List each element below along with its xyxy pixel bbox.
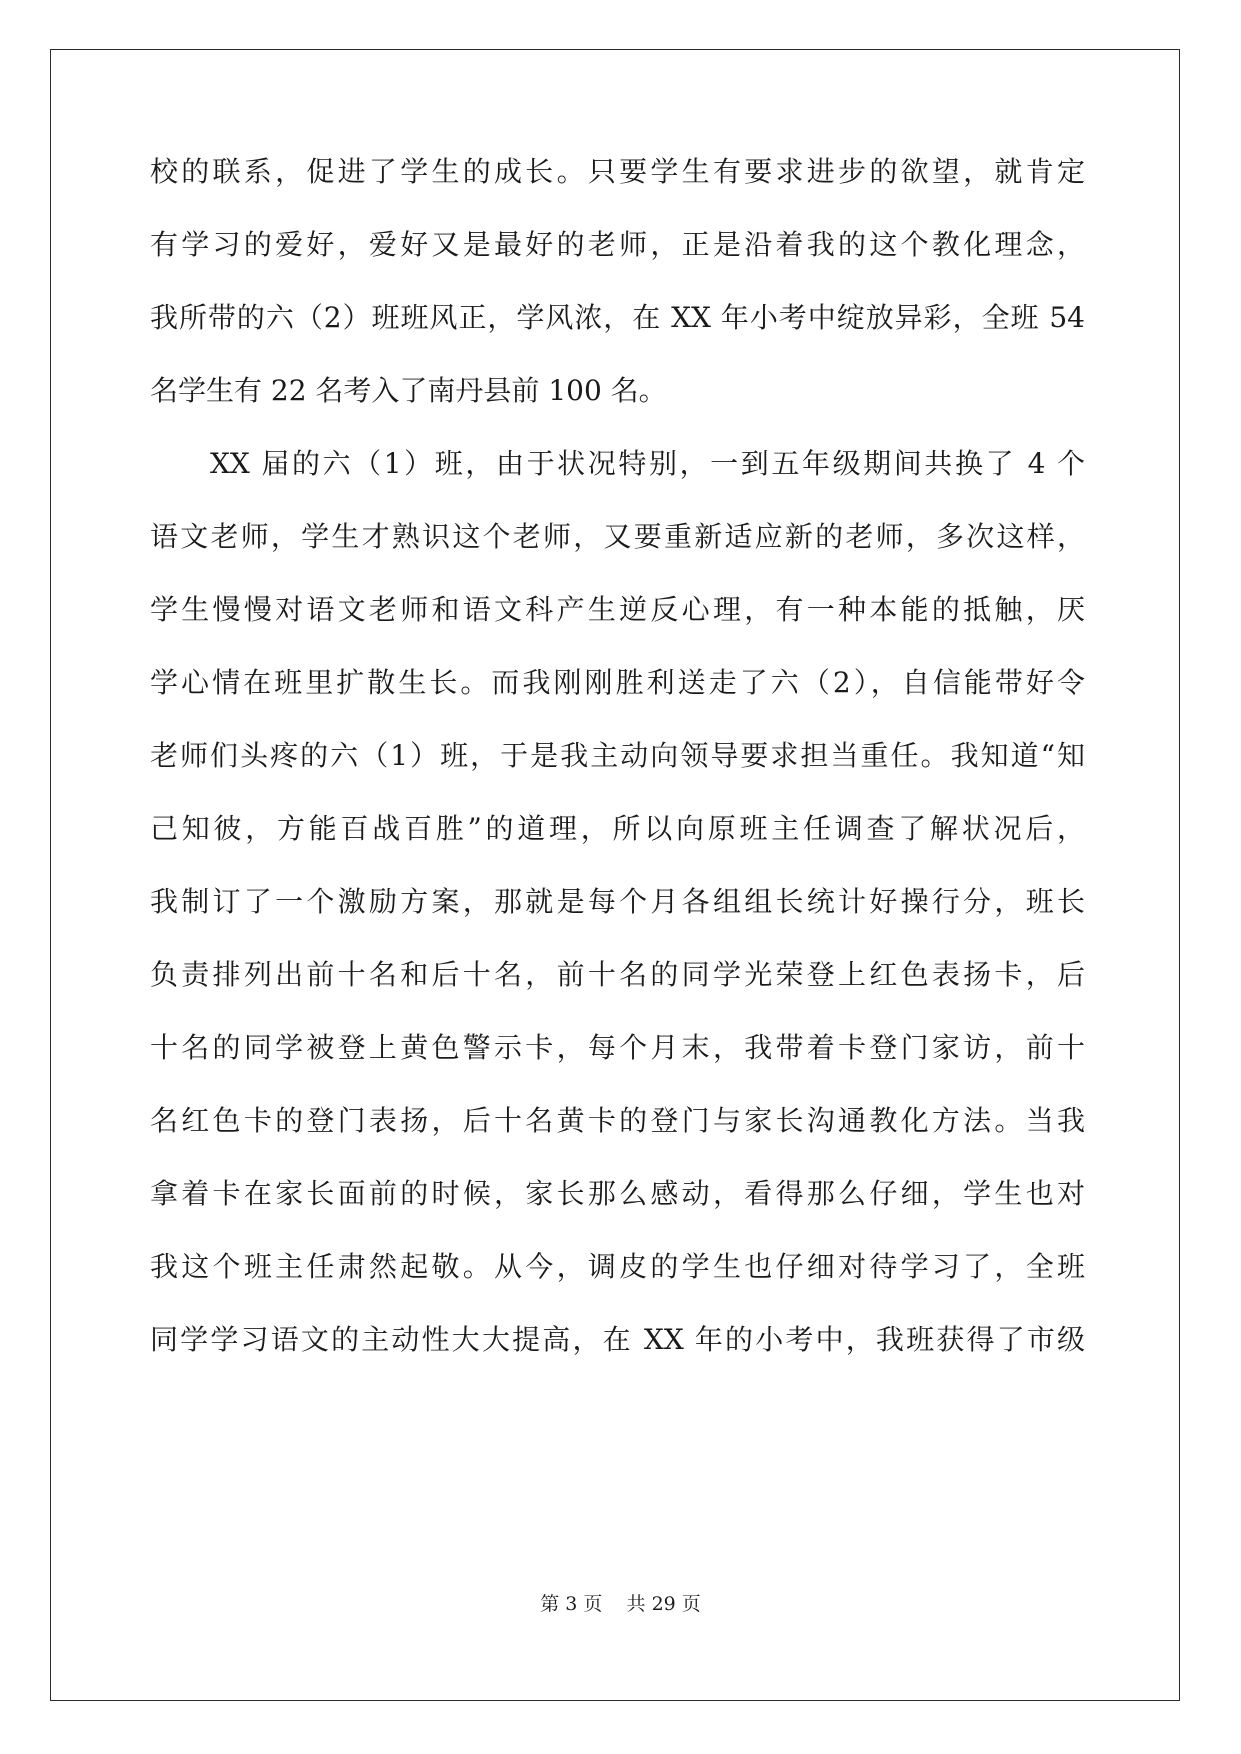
paragraph-line: 名红色卡的登门表扬，后十名黄卡的登门与家长沟通教化方法。当我 xyxy=(150,1104,1085,1137)
paragraph-line: 十名的同学被登上黄色警示卡，每个月末，我带着卡登门家访，前十 xyxy=(150,1031,1085,1064)
paragraph-line: XX 届的六（1）班，由于状况特别，一到五年级期间共换了 4 个 xyxy=(210,447,1085,480)
paragraph-line: 语文老师，学生才熟识这个老师，又要重新适应新的老师，多次这样， xyxy=(150,520,1085,553)
paragraph-line: 我制订了一个激励方案，那就是每个月各组组长统计好操行分，班长 xyxy=(150,885,1085,918)
paragraph-line: 我所带的六（2）班班风正，学风浓，在 XX 年小考中绽放异彩，全班 54 xyxy=(150,301,1085,334)
page-border xyxy=(50,49,1180,1701)
paragraph-line: 老师们头疼的六（1）班，于是我主动向领导要求担当重任。我知道“知 xyxy=(150,739,1085,772)
paragraph-line: 学生慢慢对语文老师和语文科产生逆反心理，有一种本能的抵触，厌 xyxy=(150,593,1085,626)
paragraph-line: 名学生有 22 名考入了南丹县前 100 名。 xyxy=(150,374,667,407)
page-total: 共 29 页 xyxy=(626,1593,701,1615)
paragraph-line: 有学习的爱好，爱好又是最好的老师，正是沿着我的这个教化理念， xyxy=(150,228,1085,261)
page-footer xyxy=(0,1591,1241,1617)
page-number: 第 3 页 xyxy=(540,1593,603,1615)
paragraph-line: 我这个班主任肃然起敬。从今，调皮的学生也仔细对待学习了，全班 xyxy=(150,1250,1085,1283)
paragraph-line: 校的联系，促进了学生的成长。只要学生有要求进步的欲望，就肯定 xyxy=(150,155,1085,188)
paragraph-line: 拿着卡在家长面前的时候，家长那么感动，看得那么仔细，学生也对 xyxy=(150,1177,1085,1210)
paragraph-line: 学心情在班里扩散生长。而我刚刚胜利送走了六（2），自信能带好令 xyxy=(150,666,1085,699)
paragraph-line: 己知彼，方能百战百胜”的道理，所以向原班主任调查了解状况后， xyxy=(150,812,1085,845)
paragraph-line: 同学学习语文的主动性大大提高，在 XX 年的小考中，我班获得了市级 xyxy=(150,1323,1085,1356)
paragraph-line: 负责排列出前十名和后十名，前十名的同学光荣登上红色表扬卡，后 xyxy=(150,958,1085,991)
